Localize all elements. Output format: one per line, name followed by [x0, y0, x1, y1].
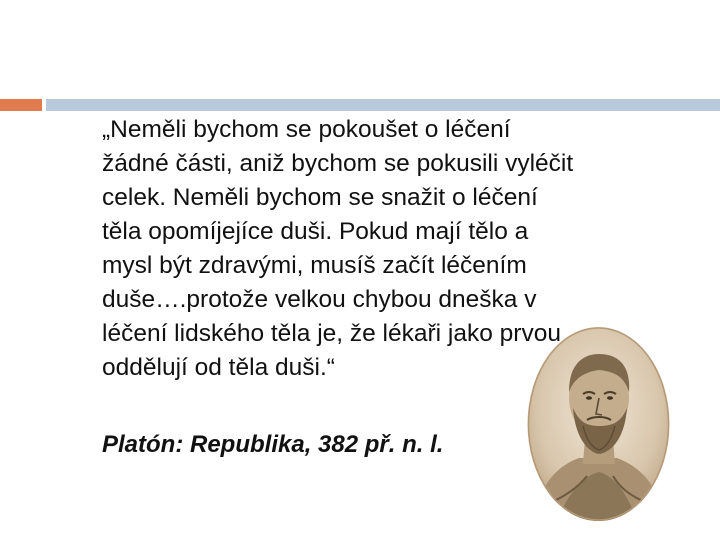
citation: Platón: Republika, 382 př. n. l. [102, 431, 444, 458]
quote-line: léčení lidského těla je, že lékaři jako prvou [102, 320, 561, 347]
quote-line: mysl být zdravými, musíš začít léčením [102, 252, 527, 279]
quote-line: žádné části, aniž bychom se pokusili vyléčit [102, 150, 574, 177]
quote-line: oddělují od těla duši.“ [102, 354, 335, 381]
quote-line: „Neměli bychom se pokoušet o léčení [102, 116, 511, 143]
plato-portrait-image [527, 326, 670, 522]
quote-line: duše….protože velkou chybou dneška v [102, 286, 537, 313]
quote-line: celek. Neměli bychom se snažit o léčení [102, 184, 538, 211]
title-accent-bar-blue [46, 99, 720, 111]
quote-line: těla opomíjejíce duši. Pokud mají tělo a [102, 218, 529, 245]
title-accent-bar-orange [0, 99, 42, 111]
